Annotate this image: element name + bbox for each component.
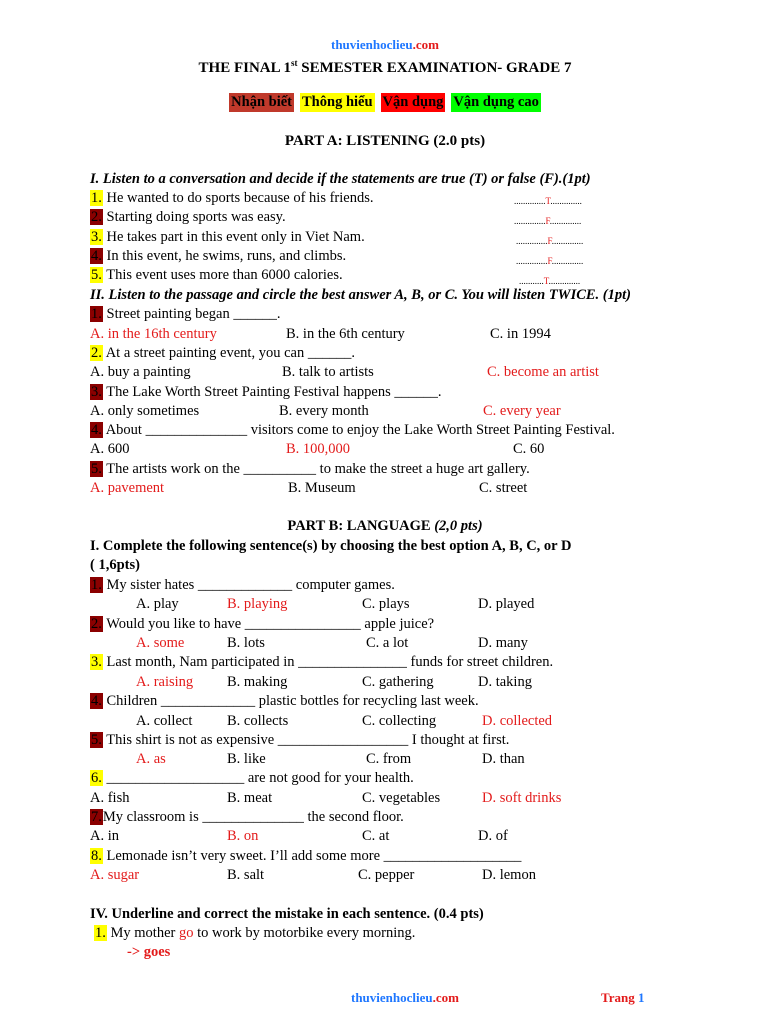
exam-title: THE FINAL 1st SEMESTER EXAMINATION- GRADE 7: [198, 58, 572, 76]
part-b-sec4-heading: IV. Underline and correct the mistake in each sentence. (0.4 pts): [90, 906, 484, 922]
listen-q2-a: A. buy a painting: [90, 364, 191, 380]
lang-q5: 5. This shirt is not as expensive __________________ I thought at first.: [91, 732, 510, 748]
mistake-q1: 1. My mother go to work by motorbike every morning.: [95, 925, 416, 941]
tf-answer-1: ..............T..............: [514, 196, 582, 206]
lang-q2-c: C. a lot: [366, 635, 409, 651]
listen-q1-c: C. in 1994: [490, 326, 551, 342]
lang-q1-c: C. plays: [362, 596, 410, 612]
listen-q4: 4. About ______________ visitors come to enjoy the Lake Worth Street Painting Festival.: [91, 422, 615, 438]
tf-answer-2: ..............F..............: [514, 216, 582, 226]
lang-q3-c: C. gathering: [362, 674, 434, 690]
mistake-q1-correction: -> goes: [127, 944, 171, 960]
tf-item-5: 5. This event uses more than 6000 calories.: [91, 267, 343, 283]
lang-q1-a: A. play: [136, 596, 179, 612]
legend-van-dung-cao: Vận dụng cao: [453, 94, 539, 110]
lang-q7: 7.My classroom is ______________ the second floor.: [91, 809, 404, 825]
part-b-sec1-heading-pts: ( 1,6pts): [90, 557, 140, 573]
listen-q2: 2. At a street painting event, you can ______.: [91, 345, 355, 361]
lang-q6-b: B. meat: [227, 790, 273, 806]
lang-q7-a: A. in: [90, 828, 119, 844]
listen-q1-b: B. in the 6th century: [286, 326, 405, 342]
legend-nhan-biet: Nhận biết: [231, 94, 293, 110]
lang-q8-a: A. sugar: [90, 867, 140, 883]
listen-q2-c: C. become an artist: [487, 364, 599, 380]
lang-q8-c: C. pepper: [358, 867, 415, 883]
lang-q1: 1. My sister hates _____________ computer games.: [91, 577, 395, 593]
site-tld: .com: [412, 37, 439, 52]
page-number: Trang 1: [601, 990, 645, 1005]
lang-q2: 2. Would you like to have ________________ apple juice?: [91, 616, 435, 632]
footer-site-tld: .com: [432, 990, 459, 1005]
lang-q4: 4. Children _____________ plastic bottles for recycling last week.: [91, 693, 479, 709]
lang-q4-c: C. collecting: [362, 713, 437, 729]
lang-q6-a: A. fish: [90, 790, 130, 806]
tf-answer-3: ..............F..............: [516, 236, 584, 246]
lang-q1-d: D. played: [478, 596, 535, 612]
lang-q3-a: A. raising: [136, 674, 194, 690]
tf-item-4: 4. In this event, he swims, runs, and climbs.: [91, 248, 347, 264]
listen-q4-b: B. 100,000: [286, 441, 351, 457]
listen-q3-c: C. every year: [483, 403, 561, 419]
listen-q5-b: B. Museum: [288, 480, 356, 496]
lang-q3: 3. Last month, Nam participated in _______________ funds for street children.: [91, 654, 554, 670]
lang-q5-d: D. than: [482, 751, 525, 767]
tf-item-2: 2. Starting doing sports was easy.: [91, 209, 286, 225]
listen-q2-b: B. talk to artists: [282, 364, 374, 380]
lang-q3-d: D. taking: [478, 674, 532, 690]
listen-q4-c: C. 60: [513, 441, 545, 457]
lang-q7-c: C. at: [362, 828, 390, 844]
lang-q1-b: B. playing: [227, 596, 288, 612]
lang-q3-b: B. making: [227, 674, 288, 690]
listen-q3-b: B. every month: [279, 403, 369, 419]
lang-q8: 8. Lemonade isn’t very sweet. I’ll add some more ___________________: [91, 848, 522, 864]
lang-q2-d: D. many: [478, 635, 528, 651]
listen-q1-a: A. in the 16th century: [90, 326, 217, 342]
lang-q4-d: D. collected: [482, 713, 553, 729]
lang-q8-d: D. lemon: [482, 867, 536, 883]
listen-q5-a: A. pavement: [90, 480, 165, 496]
part-b-sec1-heading: I. Complete the following sentence(s) by choosing the best option A, B, C, or D: [90, 538, 572, 554]
part-b-title: PART B: LANGUAGE (2,0 pts): [287, 518, 483, 534]
lang-q7-d: D. of: [478, 828, 508, 844]
tf-item-3: 3. He takes part in this event only in Viet Nam.: [91, 229, 365, 245]
lang-q6-d: D. soft drinks: [482, 790, 562, 806]
lang-q2-a: A. some: [136, 635, 185, 651]
listen-q3-a: A. only sometimes: [90, 403, 200, 419]
tf-item-1: 1. He wanted to do sports because of his friends.: [91, 190, 374, 206]
lang-q8-b: B. salt: [227, 867, 265, 883]
site-name: thuvienhoclieu: [331, 37, 413, 52]
listen-q5-c: C. street: [479, 480, 528, 496]
lang-q5-a: A. as: [136, 751, 166, 767]
lang-q5-c: C. from: [366, 751, 412, 767]
legend-thong-hieu: Thông hiểu: [302, 94, 373, 110]
part-a-title: PART A: LISTENING (2.0 pts): [284, 133, 486, 149]
lang-q6-c: C. vegetables: [362, 790, 441, 806]
tf-answer-5: ...........T..............: [519, 276, 581, 286]
tf-answer-4: ..............F..............: [516, 256, 584, 266]
listen-q3: 3. The Lake Worth Street Painting Festival happens ______.: [91, 384, 442, 400]
site-header: [0, 36, 770, 54]
lang-q6: 6. ___________________ are not good for your health.: [91, 770, 414, 786]
lang-q4-a: A. collect: [136, 713, 193, 729]
part-a-sec2-heading: II. Listen to the passage and circle the best answer A, B, or C. You will listen TWICE. (1pt): [90, 287, 631, 303]
lang-q5-b: B. like: [227, 751, 266, 767]
listen-q5: 5. The artists work on the __________ to make the street a huge art gallery.: [91, 461, 530, 477]
listen-q1: 1. Street painting began ______.: [91, 306, 281, 322]
mistake-word: go: [178, 925, 194, 941]
footer-site-name: thuvienhoclieu: [351, 990, 433, 1005]
part-a-sec1-heading: I. Listen to a conversation and decide if the statements are true (T) or false (F).(1pt): [90, 171, 591, 187]
listen-q4-a: A. 600: [90, 441, 130, 457]
lang-q4-b: B. collects: [227, 713, 289, 729]
difficulty-legend: [0, 93, 770, 112]
site-footer: [351, 989, 459, 1007]
lang-q7-b: B. on: [227, 828, 259, 844]
lang-q2-b: B. lots: [227, 635, 265, 651]
legend-van-dung: Vận dụng: [382, 94, 444, 110]
